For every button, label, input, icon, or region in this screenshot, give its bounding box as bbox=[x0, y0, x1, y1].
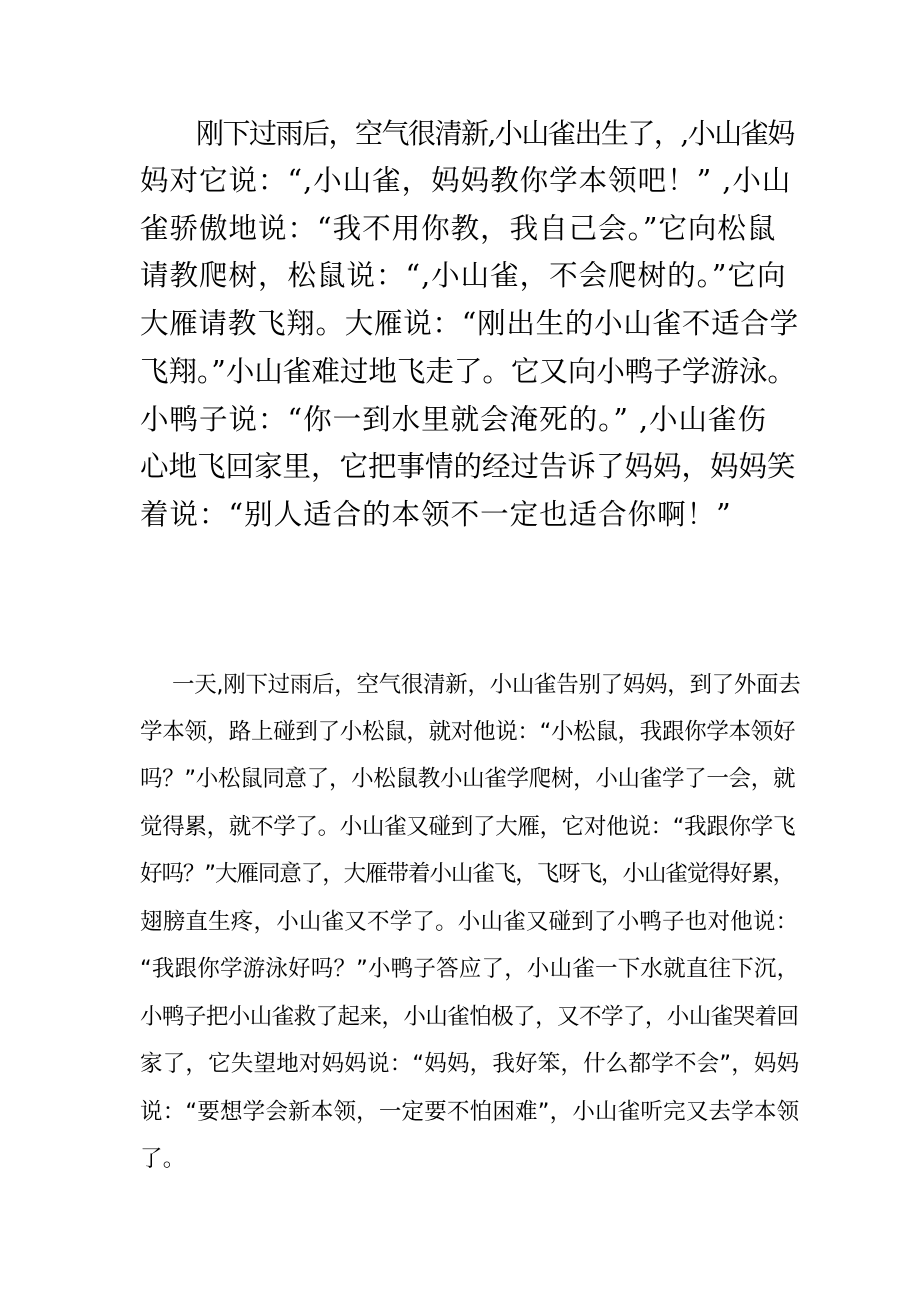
paragraph-2-line: 觉得累，就不学了。小山雀又碰到了大雁，它对他说：“我跟你学飞 bbox=[140, 814, 796, 840]
paragraph-2-line: 学本领，路上碰到了小松鼠，就对他说：“小松鼠，我跟你学本领好 bbox=[140, 719, 796, 745]
paragraph-2-line: 一天,刚下过雨后，空气很清新，小山雀告别了妈妈，到了外面去 bbox=[172, 672, 801, 698]
paragraph-1-line: 心地飞回家里，它把事情的经过告诉了妈妈，妈妈笑 bbox=[140, 450, 796, 483]
paragraph-1-line: 刚下过雨后，空气很清新,小山雀出生了，,小山雀妈 bbox=[196, 117, 794, 150]
paragraph-2-line: “我跟你学游泳好吗？”小鸭子答应了，小山雀一下水就直往下沉， bbox=[140, 956, 800, 982]
paragraph-1-line: 妈对它说：“,小山雀，妈妈教你学本领吧！” ,小山 bbox=[140, 164, 792, 197]
paragraph-1-line: 雀骄傲地说：“我不用你教，我自己会。”它向松鼠 bbox=[140, 212, 777, 245]
paragraph-1-line: 着说：“别人适合的本领不一定也适合你啊！” bbox=[140, 498, 732, 531]
paragraph-2-line: 说：“要想学会新本领，一定要不怕困难”，小山雀听完又去学本领 bbox=[140, 1099, 800, 1125]
paragraph-1-line: 小鸭子说：“你一到水里就会淹死的。” ,小山雀伤 bbox=[140, 403, 768, 436]
paragraph-2-line: 吗？”小松鼠同意了，小松鼠教小山雀学爬树，小山雀学了一会，就 bbox=[140, 766, 796, 792]
paragraph-2-line: 了。 bbox=[140, 1146, 186, 1172]
paragraph-2-line: 小鸭子把小山雀救了起来，小山雀怕极了，又不学了，小山雀哭着回 bbox=[140, 1004, 799, 1030]
paragraph-1-line: 大雁请教飞翔。大雁说：“刚出生的小山雀不适合学 bbox=[140, 307, 799, 340]
paragraph-1-line: 飞翔。”小山雀难过地飞走了。它又向小鸭子学游泳。 bbox=[140, 355, 796, 388]
paragraph-2-line: 好吗？”大雁同意了，大雁带着小山雀飞，飞呀飞，小山雀觉得好累， bbox=[140, 861, 795, 887]
paragraph-1-line: 请教爬树，松鼠说：“,小山雀，不会爬树的。”它向 bbox=[140, 259, 787, 292]
paragraph-2-line: 家了，它失望地对妈妈说：“妈妈，我好笨，什么都学不会”，妈妈 bbox=[140, 1051, 800, 1077]
paragraph-2-line: 翅膀直生疼，小山雀又不学了。小山雀又碰到了小鸭子也对他说： bbox=[140, 909, 799, 935]
